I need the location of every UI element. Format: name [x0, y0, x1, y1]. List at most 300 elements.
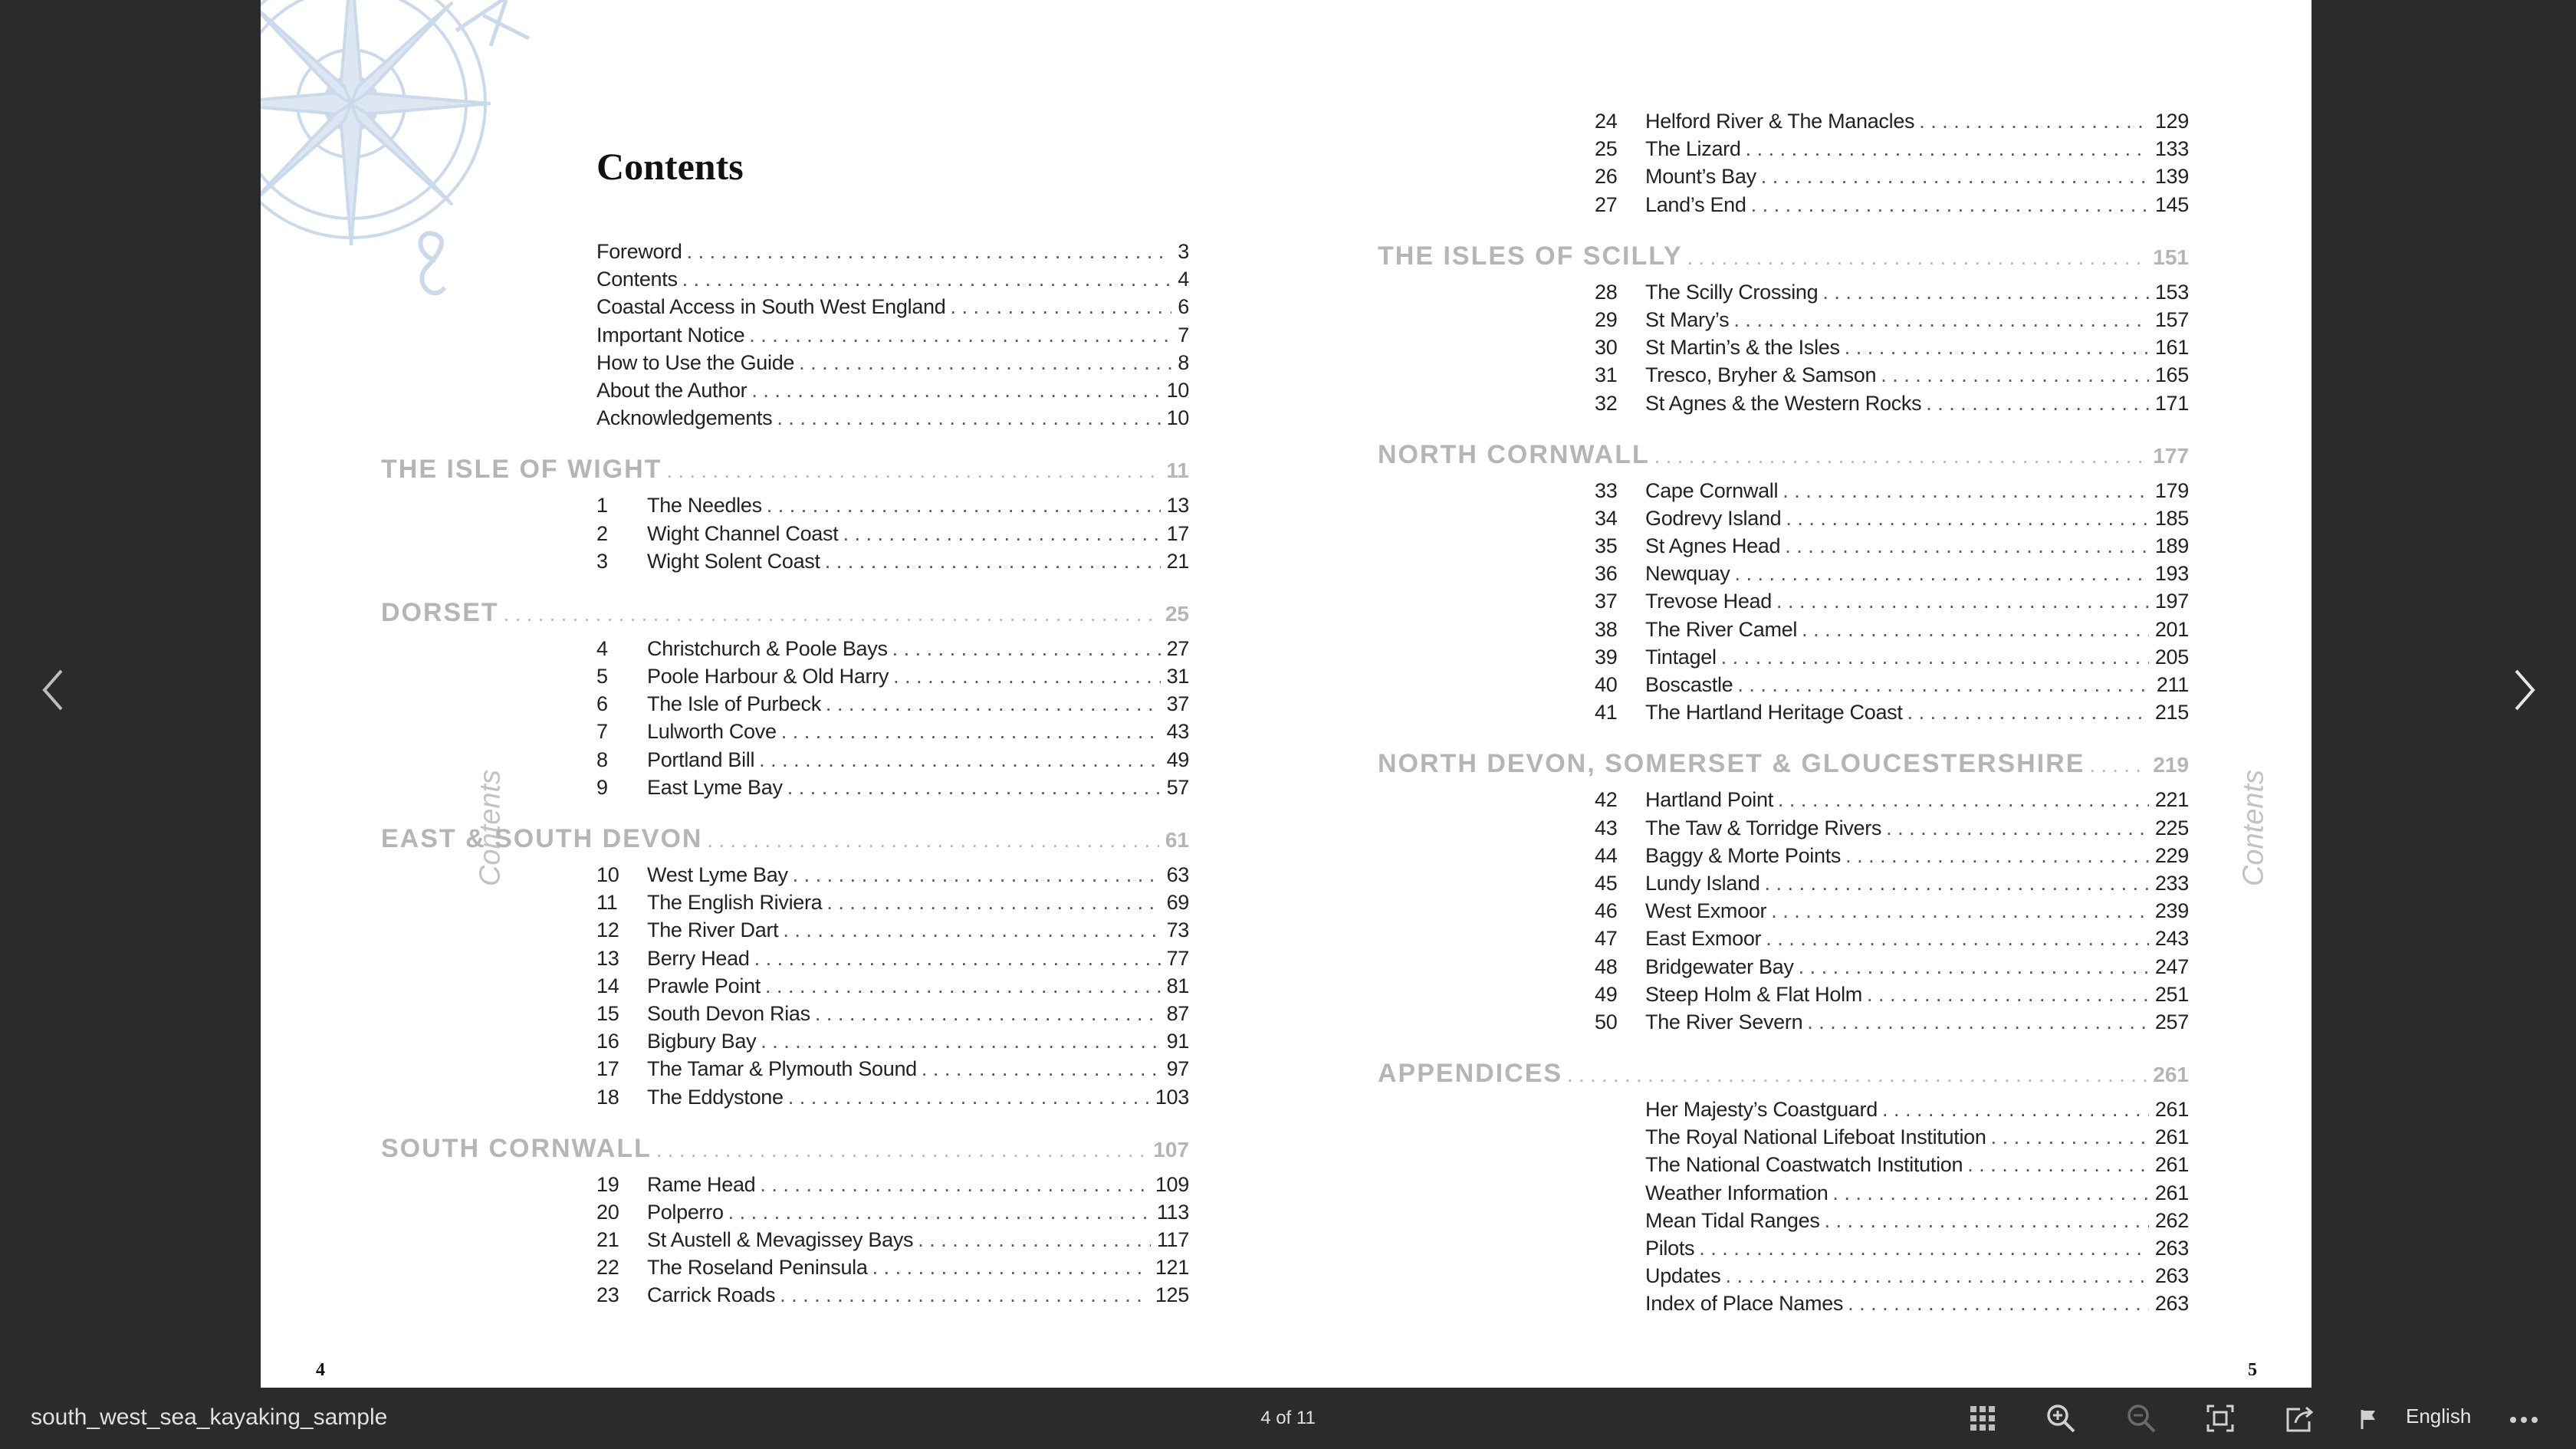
section-page: 261 — [2153, 1063, 2189, 1087]
toc-entry[interactable] — [381, 265, 1189, 293]
section-heading[interactable] — [1378, 1059, 2189, 1089]
dot-leader — [1926, 389, 2149, 417]
entry-number: 13 — [596, 946, 619, 970]
entry-number: 29 — [1595, 307, 1618, 331]
entry-number: 35 — [1595, 534, 1618, 558]
toc-entry[interactable] — [1378, 1008, 2189, 1036]
entry-title: Polperro — [647, 1200, 724, 1224]
entry-page: 8 — [1178, 350, 1189, 374]
dot-leader — [1751, 191, 2149, 219]
entry-title: East Lyme Bay — [647, 775, 783, 799]
toc-entry[interactable] — [381, 635, 1189, 662]
toc-entry[interactable] — [381, 321, 1189, 349]
entry-page: 157 — [2154, 307, 2189, 331]
flag-icon[interactable] — [2358, 1408, 2381, 1431]
next-page-icon[interactable] — [2509, 667, 2539, 713]
entry-page: 263 — [2154, 1292, 2189, 1316]
toc-entry[interactable] — [1378, 191, 2189, 219]
entry-title: St Martin’s & the Isles — [1645, 336, 1840, 360]
entry-title: Carrick Roads — [647, 1283, 776, 1307]
toc-entry[interactable] — [1378, 163, 2189, 190]
dot-leader — [1766, 925, 2149, 952]
dot-leader — [781, 718, 1161, 745]
entry-page: 261 — [2154, 1153, 2189, 1177]
dot-leader — [760, 1171, 1148, 1198]
section-page: 107 — [1153, 1137, 1189, 1162]
entry-page: 117 — [1156, 1228, 1189, 1252]
toc-entry[interactable] — [1378, 1290, 2189, 1317]
entry-page: 87 — [1166, 1001, 1189, 1025]
toc-entry[interactable] — [381, 1055, 1189, 1083]
entry-number: 5 — [596, 665, 608, 688]
toc-entry[interactable] — [381, 1198, 1189, 1226]
entry-title: Updates — [1645, 1264, 1721, 1288]
dot-leader — [787, 774, 1161, 801]
toc-entry[interactable] — [1378, 643, 2189, 671]
entry-title: The Hartland Heritage Coast — [1645, 701, 1903, 724]
entry-title: East Exmoor — [1645, 927, 1762, 951]
entry-page: 251 — [2154, 982, 2189, 1006]
entry-page: 189 — [2154, 534, 2189, 558]
entry-title: West Exmoor — [1645, 899, 1767, 923]
section-title: SOUTH CORNWALL — [381, 1133, 652, 1163]
entry-number: 48 — [1595, 955, 1618, 978]
dot-leader — [1807, 1008, 2149, 1036]
dot-leader — [1783, 477, 2149, 504]
section-title: THE ISLE OF WIGHT — [381, 455, 662, 485]
section-heading[interactable] — [381, 455, 1189, 485]
toc-entry[interactable] — [381, 746, 1189, 774]
entry-title: Poole Harbour & Old Harry — [647, 665, 889, 688]
entry-number: 3 — [596, 549, 608, 573]
toc-entry[interactable] — [1378, 389, 2189, 417]
dot-leader — [1746, 135, 2149, 163]
dot-leader — [780, 1281, 1149, 1309]
entry-number: 44 — [1595, 843, 1618, 867]
entry-page: 211 — [2156, 673, 2189, 696]
dot-leader — [777, 404, 1160, 432]
entry-title: Lundy Island — [1645, 871, 1760, 895]
side-label-left: Contents — [474, 769, 507, 887]
dot-leader — [872, 1254, 1149, 1281]
section-heading[interactable] — [1378, 749, 2189, 780]
dot-leader — [1822, 278, 2148, 306]
section-heading[interactable] — [381, 824, 1189, 855]
entry-number: 1 — [596, 494, 608, 518]
dot-leader — [687, 238, 1172, 265]
entry-page: 97 — [1166, 1057, 1189, 1081]
toc-entry[interactable] — [381, 774, 1189, 801]
toc-entry[interactable] — [1378, 842, 2189, 869]
toc-entry[interactable] — [1378, 560, 2189, 587]
toc-entry[interactable] — [381, 1281, 1189, 1309]
folio-right: 5 — [2248, 1360, 2257, 1380]
section-title: EAST & SOUTH DEVON — [381, 824, 703, 853]
entry-number: 36 — [1595, 562, 1618, 586]
entry-page: 133 — [2154, 137, 2189, 161]
entry-page: 193 — [2154, 562, 2189, 586]
entry-number: 40 — [1595, 673, 1618, 696]
dot-leader — [1654, 445, 2147, 468]
toc-right-column — [1378, 107, 2312, 1318]
toc-entry[interactable] — [381, 861, 1189, 889]
language-selector[interactable]: English — [2406, 1405, 2472, 1428]
section-heading[interactable] — [1378, 242, 2189, 272]
toc-left-column — [381, 238, 1454, 1309]
entry-title: St Agnes & the Western Rocks — [1645, 391, 1922, 415]
entry-page: 103 — [1155, 1085, 1189, 1109]
toc-entry[interactable] — [1378, 1234, 2189, 1262]
entry-number: 23 — [596, 1283, 619, 1307]
entry-number: 19 — [596, 1172, 619, 1196]
entry-title: The Taw & Torridge Rivers — [1645, 816, 1882, 840]
dot-leader — [1771, 897, 2149, 925]
dot-leader — [2089, 754, 2147, 777]
toc-entry[interactable] — [381, 889, 1189, 916]
page-counter: 4 of 11 — [1260, 1408, 1316, 1428]
section-page: 61 — [1165, 828, 1189, 852]
toc-entry[interactable] — [1378, 616, 2189, 643]
toc-entry[interactable] — [1378, 1179, 2189, 1207]
entry-title: The Scilly Crossing — [1645, 280, 1819, 304]
entry-title: Coastal Access in South West England — [596, 295, 946, 319]
dot-leader — [1907, 698, 2149, 726]
entry-page: 129 — [2154, 110, 2189, 133]
entry-number: 31 — [1595, 363, 1618, 387]
entry-page: 171 — [2154, 391, 2189, 415]
toc-entry[interactable] — [381, 662, 1189, 690]
toc-entry[interactable] — [1378, 1151, 2189, 1178]
grid-icon[interactable] — [1967, 1403, 1998, 1434]
section-title: NORTH CORNWALL — [1378, 439, 1650, 469]
entry-number: 7 — [596, 720, 608, 744]
entry-page: 153 — [2154, 280, 2189, 304]
toc-entry[interactable] — [381, 1027, 1189, 1055]
section-page: 219 — [2153, 753, 2189, 777]
entry-page: 243 — [2154, 927, 2189, 951]
entry-number: 24 — [1595, 110, 1618, 133]
dot-leader — [893, 662, 1160, 690]
entry-page: 262 — [2154, 1208, 2189, 1232]
toc-entry[interactable] — [1378, 334, 2189, 361]
previous-page-icon[interactable] — [38, 667, 69, 713]
zoom-out-icon[interactable] — [2126, 1403, 2157, 1434]
entry-title: South Devon Rias — [647, 1001, 810, 1025]
entry-number: 18 — [596, 1085, 619, 1109]
toc-entry[interactable] — [381, 404, 1189, 432]
dot-leader — [1967, 1151, 2149, 1178]
entry-title: Tintagel — [1645, 645, 1717, 669]
entry-title: Bridgewater Bay — [1645, 955, 1794, 978]
toc-entry[interactable] — [1378, 306, 2189, 334]
entry-title: Berry Head — [647, 946, 750, 970]
viewer-toolbar — [0, 1388, 2576, 1449]
entry-number: 11 — [596, 891, 618, 915]
entry-title: Rame Head — [647, 1172, 756, 1196]
entry-number: 45 — [1595, 871, 1618, 895]
entry-number: 4 — [596, 636, 608, 660]
toc-entry[interactable] — [381, 520, 1189, 547]
entry-number: 26 — [1595, 165, 1618, 189]
dot-leader — [1845, 334, 2149, 361]
entry-number: 27 — [1595, 192, 1618, 216]
dot-leader — [1848, 1290, 2149, 1317]
toc-entry[interactable] — [1378, 1123, 2189, 1151]
entry-page: 77 — [1166, 946, 1189, 970]
dot-leader — [1845, 842, 2149, 869]
section-heading[interactable] — [381, 598, 1189, 629]
entry-page: 161 — [2154, 336, 2189, 360]
entry-title: Tresco, Bryher & Samson — [1645, 363, 1877, 387]
entry-title: Christchurch & Poole Bays — [647, 636, 888, 660]
entry-page: 4 — [1178, 268, 1189, 291]
toc-entry[interactable] — [1378, 107, 2189, 135]
entry-title: Mount’s Bay — [1645, 165, 1756, 189]
dot-leader — [1733, 306, 2149, 334]
dot-leader — [1721, 643, 2149, 671]
entry-page: 21 — [1166, 549, 1189, 573]
toc-entry[interactable] — [1378, 135, 2189, 163]
section-page: 25 — [1165, 601, 1189, 626]
toc-entry[interactable] — [1378, 981, 2189, 1008]
entry-page: 201 — [2154, 617, 2189, 641]
dot-leader — [1687, 246, 2147, 270]
dot-leader — [682, 265, 1172, 293]
entry-title: Bigbury Bay — [647, 1030, 757, 1053]
toc-entry[interactable] — [381, 293, 1189, 320]
toc-entry[interactable] — [1378, 504, 2189, 532]
dot-leader — [1867, 981, 2149, 1008]
toc-entry[interactable] — [1378, 1096, 2189, 1123]
entry-number: 21 — [596, 1228, 619, 1252]
toc-entry[interactable] — [1378, 1262, 2189, 1290]
entry-title: Contents — [596, 268, 678, 291]
dot-leader — [749, 321, 1171, 349]
entry-page: 7 — [1178, 323, 1189, 347]
entry-title: How to Use the Guide — [596, 350, 795, 374]
dot-leader — [793, 861, 1161, 889]
entry-title: Baggy & Morte Points — [1645, 843, 1842, 867]
entry-page: 215 — [2154, 701, 2189, 724]
entry-page: 113 — [1156, 1200, 1189, 1224]
entry-page: 121 — [1155, 1256, 1189, 1280]
dot-leader — [1699, 1234, 2149, 1262]
toc-entry[interactable] — [1378, 671, 2189, 698]
toc-entry[interactable] — [1378, 925, 2189, 952]
toc-entry[interactable] — [381, 491, 1189, 519]
entry-number: 25 — [1595, 137, 1618, 161]
toc-entry[interactable] — [381, 349, 1189, 376]
entry-number: 37 — [1595, 590, 1618, 613]
entry-page: 10 — [1166, 378, 1189, 402]
entry-title: Index of Place Names — [1645, 1292, 1844, 1316]
entry-title: Steep Holm & Flat Holm — [1645, 982, 1862, 1006]
toc-entry[interactable] — [1378, 786, 2189, 813]
toc-entry[interactable] — [1378, 532, 2189, 560]
entry-page: 43 — [1166, 720, 1189, 744]
entry-title: St Agnes Head — [1645, 534, 1781, 558]
toc-entry[interactable] — [381, 1171, 1189, 1198]
entry-title: Wight Solent Coast — [647, 549, 820, 573]
dot-leader — [918, 1226, 1151, 1254]
dot-leader — [1832, 1179, 2148, 1207]
section-title: THE ISLES OF SCILLY — [1378, 241, 1683, 271]
dot-leader — [825, 547, 1161, 575]
toc-entry[interactable] — [381, 1226, 1189, 1254]
toc-entry[interactable] — [1378, 814, 2189, 842]
entry-page: 233 — [2154, 871, 2189, 895]
dot-leader — [666, 459, 1160, 483]
entry-page: 37 — [1166, 692, 1189, 716]
entry-page: 145 — [2154, 192, 2189, 216]
entry-number: 46 — [1595, 899, 1618, 923]
entry-number: 43 — [1595, 816, 1618, 840]
zoom-in-icon[interactable] — [2045, 1403, 2076, 1434]
entry-number: 39 — [1595, 645, 1618, 669]
entry-page: 31 — [1166, 665, 1189, 688]
entry-title: Lulworth Cove — [647, 720, 777, 744]
entry-page: 179 — [2154, 478, 2189, 502]
toc-entry[interactable] — [1378, 698, 2189, 726]
entry-title: The Eddystone — [647, 1085, 784, 1109]
entry-page: 91 — [1166, 1030, 1189, 1053]
toc-entry[interactable] — [381, 238, 1189, 265]
entry-title: The English Riviera — [647, 891, 823, 915]
entry-title: Helford River & The Manacles — [1645, 110, 1915, 133]
entry-title: The River Severn — [1645, 1010, 1803, 1033]
entry-page: 3 — [1178, 240, 1189, 263]
entry-number: 34 — [1595, 506, 1618, 530]
entry-number: 22 — [596, 1256, 619, 1280]
section-heading[interactable] — [381, 1134, 1189, 1165]
entry-page: 239 — [2154, 899, 2189, 923]
dot-leader — [1567, 1063, 2147, 1087]
section-title: APPENDICES — [1378, 1059, 1563, 1089]
entry-number: 9 — [596, 775, 608, 799]
entry-title: The Isle of Purbeck — [647, 692, 821, 716]
dot-leader — [1881, 361, 2149, 389]
toc-entry[interactable] — [1378, 278, 2189, 306]
entry-page: 109 — [1155, 1172, 1189, 1196]
dot-leader — [1825, 1207, 2149, 1234]
entry-page: 69 — [1166, 891, 1189, 915]
entry-number: 8 — [596, 748, 608, 771]
entry-title: Portland Bill — [647, 748, 755, 771]
entry-page: 10 — [1166, 406, 1189, 430]
toc-entry[interactable] — [381, 376, 1189, 404]
dot-leader — [1734, 560, 2148, 587]
dot-leader — [799, 349, 1171, 376]
dot-leader — [1737, 671, 2150, 698]
more-icon[interactable] — [2509, 1403, 2539, 1434]
entry-page: 225 — [2154, 816, 2189, 840]
toc-entry[interactable] — [1378, 953, 2189, 981]
entry-number: 32 — [1595, 391, 1618, 415]
entry-title: The Royal National Lifeboat Institution — [1645, 1125, 1986, 1149]
toc-entry[interactable] — [1378, 869, 2189, 897]
dot-leader — [1802, 616, 2149, 643]
toc-entry[interactable] — [1378, 587, 2189, 615]
entry-page: 165 — [2154, 363, 2189, 387]
entry-number: 33 — [1595, 478, 1618, 502]
entry-title: Foreword — [596, 240, 682, 263]
dot-leader — [1765, 869, 2149, 897]
entry-page: 261 — [2154, 1181, 2189, 1204]
dot-leader — [754, 945, 1161, 972]
entry-page: 63 — [1166, 863, 1189, 886]
dot-leader — [1725, 1262, 2148, 1290]
share-icon[interactable] — [2285, 1403, 2315, 1434]
toc-entry[interactable] — [1378, 477, 2189, 504]
entry-number: 50 — [1595, 1010, 1618, 1033]
entry-number: 6 — [596, 692, 608, 716]
toc-entry[interactable] — [381, 547, 1189, 575]
entry-title: Acknowledgements — [596, 406, 773, 430]
dot-leader — [843, 520, 1160, 547]
toc-entry[interactable] — [381, 1000, 1189, 1027]
toc-entry[interactable] — [381, 1083, 1189, 1111]
toc-entry[interactable] — [381, 916, 1189, 944]
entry-title: Weather Information — [1645, 1181, 1829, 1204]
fit-page-icon[interactable] — [2205, 1403, 2236, 1434]
page-spread — [261, 0, 2312, 1388]
entry-title: The River Dart — [647, 918, 779, 942]
entry-title: The Tamar & Plymouth Sound — [647, 1057, 917, 1081]
entry-number: 12 — [596, 918, 619, 942]
dot-leader — [788, 1083, 1149, 1111]
toc-entry[interactable] — [1378, 361, 2189, 389]
entry-title: Her Majesty’s Coastguard — [1645, 1098, 1878, 1122]
dot-leader — [656, 1138, 1147, 1162]
dot-leader — [783, 916, 1160, 944]
dot-leader — [1785, 532, 2149, 560]
toc-entry[interactable] — [1378, 897, 2189, 925]
dot-leader — [815, 1000, 1161, 1027]
section-heading[interactable] — [1378, 440, 2189, 471]
entry-title: Newquay — [1645, 562, 1730, 586]
entry-title: Godrevy Island — [1645, 506, 1782, 530]
toc-entry[interactable] — [381, 690, 1189, 718]
entry-number: 14 — [596, 974, 619, 997]
entry-page: 261 — [2154, 1125, 2189, 1149]
dot-leader — [707, 829, 1158, 853]
dot-leader — [1991, 1123, 2149, 1151]
entry-page: 229 — [2154, 843, 2189, 867]
entry-number: 42 — [1595, 788, 1618, 812]
entry-page: 6 — [1178, 295, 1189, 319]
entry-number: 17 — [596, 1057, 619, 1081]
dot-leader — [826, 690, 1161, 718]
entry-title: Trevose Head — [1645, 590, 1772, 613]
dot-leader — [1919, 107, 2149, 135]
entry-title: About the Author — [596, 378, 748, 402]
entry-page: 185 — [2154, 506, 2189, 530]
toc-entry[interactable] — [381, 1254, 1189, 1281]
toc-entry[interactable] — [381, 718, 1189, 745]
dot-leader — [1882, 1096, 2149, 1123]
toc-entry[interactable] — [381, 972, 1189, 1000]
entry-page: 139 — [2154, 165, 2189, 189]
entry-title: Prawle Point — [647, 974, 761, 997]
dot-leader — [765, 972, 1161, 1000]
dot-leader — [892, 635, 1161, 662]
entry-page: 263 — [2154, 1264, 2189, 1288]
dot-leader — [1761, 163, 2149, 190]
section-title: NORTH DEVON, SOMERSET & GLOUCESTERSHIRE — [1378, 749, 2085, 779]
entry-title: Pilots — [1645, 1237, 1695, 1260]
toc-entry[interactable] — [1378, 1207, 2189, 1234]
toc-entry[interactable] — [381, 945, 1189, 972]
